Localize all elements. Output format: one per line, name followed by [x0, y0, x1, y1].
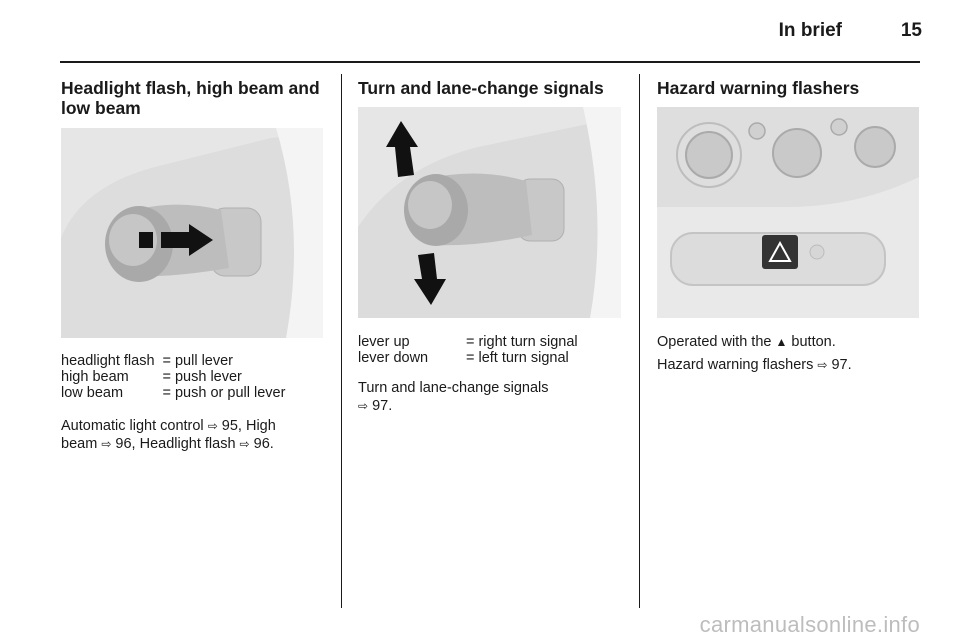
definition-term: high beam: [61, 369, 129, 385]
crossref-page[interactable]: 97.: [372, 398, 393, 414]
header-rule: [60, 61, 920, 63]
site-watermark: carmanualsonline.info: [699, 612, 920, 637]
crossref-page[interactable]: 95, High: [221, 418, 276, 434]
definition-equals: =: [162, 385, 171, 401]
definition-equals: =: [466, 350, 475, 366]
definition-term: lever up: [358, 334, 410, 350]
headlight-crossrefs: [61, 417, 336, 453]
headlight-definitions: [61, 353, 285, 401]
definition-meaning: pull lever: [174, 353, 234, 369]
definition-meaning: left turn signal: [478, 350, 569, 366]
section-title-hazard: Hazard warning flashers: [657, 78, 860, 98]
crossref-page[interactable]: 96.: [253, 436, 274, 452]
definition-equals: =: [162, 369, 171, 385]
definition-row: [61, 369, 285, 385]
xref-arrow-icon: ⇨: [207, 419, 218, 433]
turn-signal-crossref: [358, 379, 633, 415]
definition-term: lever down: [358, 350, 429, 366]
crossref-text: beam: [61, 436, 98, 452]
turn-signal-definitions: [358, 334, 578, 366]
hazard-triangle-icon: ▲: [775, 335, 788, 349]
definition-term: headlight flash: [61, 353, 155, 369]
crossref-page[interactable]: 96, Headlight flash: [115, 436, 236, 452]
headlight-lever-illustration: [61, 128, 323, 338]
definition-meaning: right turn signal: [478, 334, 578, 350]
page-number: 15: [900, 20, 922, 41]
hazard-button-icon: [762, 235, 798, 269]
column-divider-1: [341, 74, 342, 608]
definition-equals: =: [162, 353, 171, 369]
operation-text: Operated with the: [657, 334, 772, 350]
definition-term: low beam: [61, 385, 124, 401]
hazard-operation-text: [657, 333, 920, 351]
operation-text: button.: [791, 334, 836, 350]
section-title-turn-signals: Turn and lane-change signals: [358, 78, 604, 98]
hazard-crossref: [657, 356, 920, 374]
xref-arrow-icon: ⇨: [817, 358, 828, 372]
section-title-headlight: [61, 78, 333, 118]
definition-row: [61, 353, 285, 369]
lever-up-arrow: [386, 121, 418, 177]
definition-meaning: push or pull lever: [174, 385, 286, 401]
hazard-switch-illustration: [657, 107, 919, 318]
column-divider-2: [639, 74, 640, 608]
definition-row: [61, 385, 285, 401]
section-title-line: Headlight flash, high beam and: [61, 78, 320, 98]
xref-arrow-icon: ⇨: [358, 399, 369, 413]
xref-arrow-icon: ⇨: [101, 437, 112, 451]
definition-row: [358, 350, 578, 366]
running-header-title: In brief: [778, 20, 842, 41]
section-title-line: low beam: [61, 98, 141, 118]
definition-equals: =: [466, 334, 475, 350]
crossref-text: Hazard warning flashers: [657, 357, 814, 373]
crossref-text: Turn and lane-change signals: [358, 380, 549, 396]
xref-arrow-icon: ⇨: [239, 437, 250, 451]
turn-signal-lever-illustration: [358, 107, 621, 318]
crossref-page[interactable]: 97.: [831, 357, 852, 373]
crossref-text: Automatic light control: [61, 418, 204, 434]
definition-row: [358, 334, 578, 350]
definition-meaning: push lever: [174, 369, 242, 385]
